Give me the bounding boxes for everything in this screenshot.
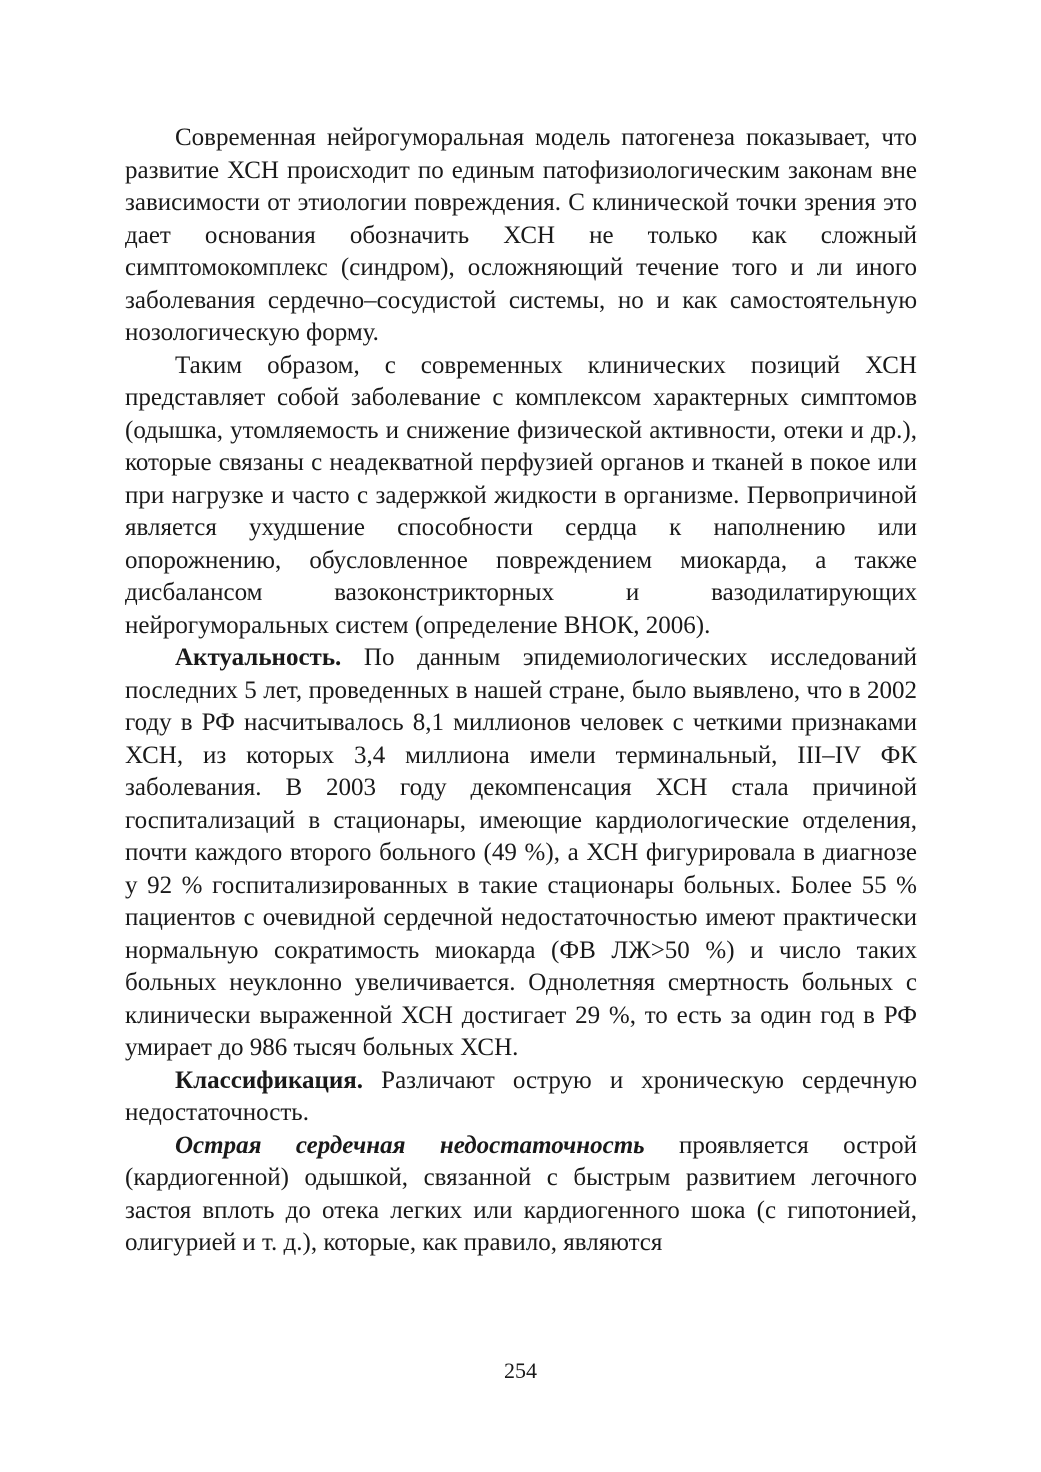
paragraph-text: По данным эпидемиологических исследований последних 5 лет, проведенных в нашей стране, было выявлено, что в 2002 году в РФ насчитывалось 8,1 миллионов человек с четкими признаками ХСН, из которых 3,4 миллиона имели терминальный, III–IV ФК заболевания. В 2003 году декомпенсация ХСН стала причиной госпитализаций в стационары, имеющие кардиологические отделения, почти каждого второго больного (49 %), а ХСН фигурировала в диагнозе у 92 % госпитализированных в такие стационары больных. Более 55 % пациентов с очевидной сердечной недостаточностью имеют практически нормальную сократимость миокарда (ФВ ЛЖ>50 %) и число таких больных неуклонно увеличивается. Однолетняя смертность больных с клинически выраженной ХСН достигает 29 %, то есть за один год в РФ умирает до 986 тысяч больных ХСН. (125, 644, 917, 1061)
paragraph-heading: Актуальность. (175, 644, 342, 671)
paragraph-text: проявляется острой (кардиогенной) одышкой, связанной с быстрым развитием легочного застоя вплоть до отека легких или кардиогенного шока (с гипотонией, олигурией и т. д.), которые, как правило, являются (125, 1131, 917, 1256)
paragraph-text: Современная нейрогуморальная модель патогенеза показывает, что развитие ХСН происходит по единым патофизиологическим законам вне зависимости от этиологии повреждения. С клинической точки зрения это дает основания обозначить ХСН не только как сложный симптомокомплекс (синдром), осложняющий течение того и ли иного заболевания сердечно–сосудистой системы, но и как самостоятельную нозологическую форму. (125, 124, 917, 346)
paragraph-acute-heart-failure (125, 1130, 917, 1260)
body-text (125, 122, 917, 1260)
page-number: 254 (504, 1358, 537, 1383)
paragraph-heading: Классификация. (175, 1066, 364, 1094)
paragraph-definition (125, 350, 917, 643)
paragraph-classification (125, 1065, 917, 1130)
paragraph-relevance (125, 642, 917, 1065)
paragraph-text: Таким образом, с современных клинических позиций ХСН представляет собой заболевание с комплексом характерных симптомов (одышка, утомляемость и снижение физической активности, отеки и др.), которые связаны с неадекватной перфузией органов и тканей в покое или при нагрузке и часто с задержкой жидкости в организме. Первопричиной является ухудшение способности сердца к наполнению или опорожнению, обусловленное повреждением миокарда, а также дисбалансом вазоконстрикторных и вазодилатирующих нейрогуморальных систем (определение ВНОК, 2006). (125, 351, 917, 639)
paragraph-term: Острая сердечная недостаточность (175, 1131, 645, 1159)
paragraph-pathogenesis (125, 122, 917, 350)
paragraph-text: Различают острую и хроническую сердечную недостаточность. (125, 1066, 917, 1126)
